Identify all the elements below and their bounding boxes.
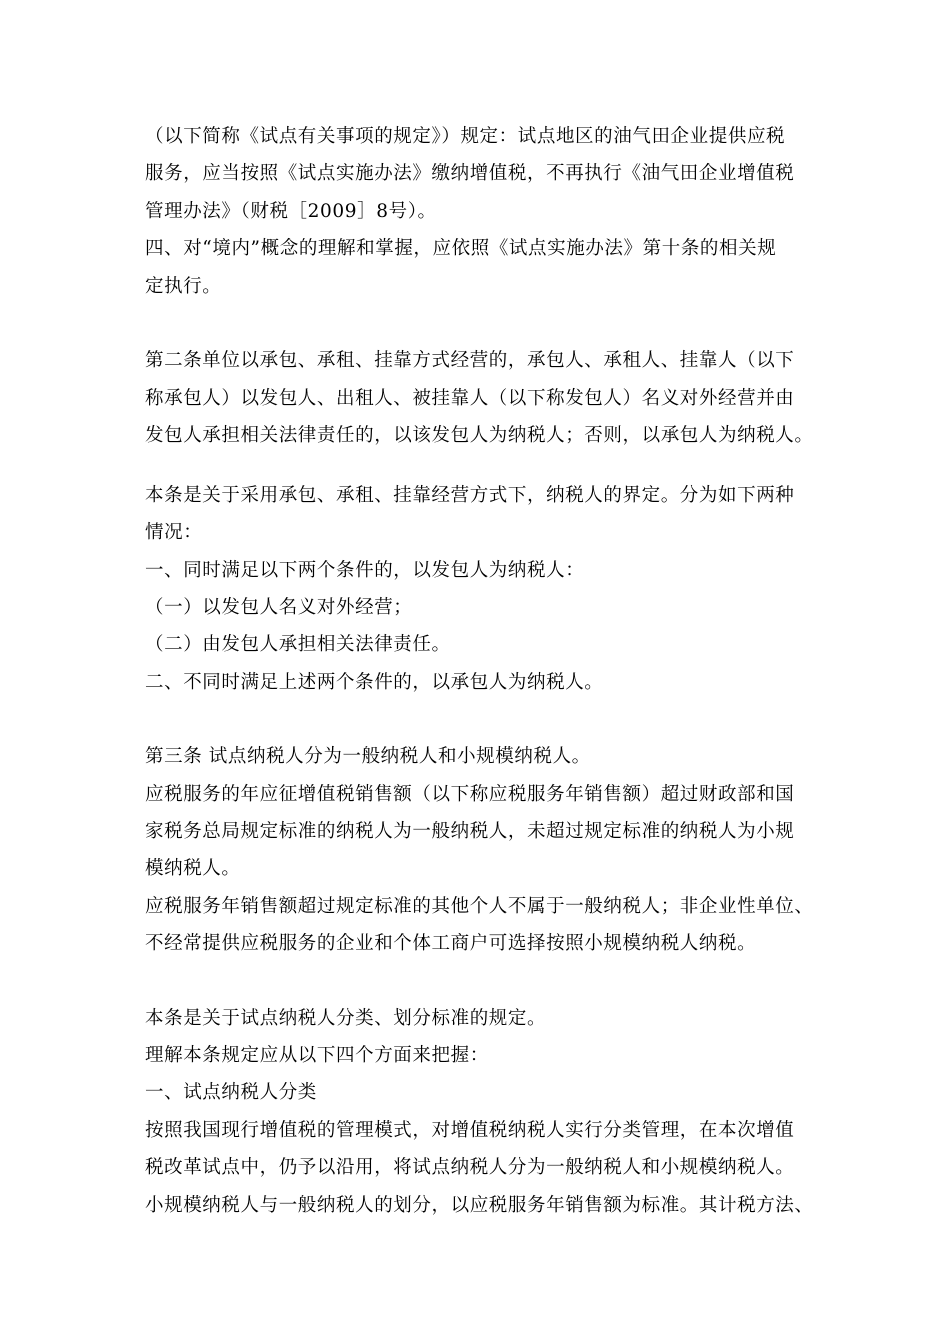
text-line: 情况： [145,522,203,543]
text-line: 理解本条规定应从以下四个方面来把握： [145,1045,489,1066]
text-line: 模纳税人。 [145,858,241,879]
text-line: 第三条 试点纳税人分为一般纳税人和小规模纳税人。 [145,746,591,767]
text-line: 家税务总局规定标准的纳税人为一般纳税人，未超过规定标准的纳税人为小规 [145,821,795,842]
text-line: 不经常提供应税服务的企业和个体工商户可选择按照小规模纳税人纳税。 [145,933,757,954]
text-line: 一、同时满足以下两个条件的，以发包人为纳税人： [145,560,585,581]
text-line: 管理办法》（财税［2009］8号）。 [145,201,437,222]
text-line: 应税服务的年应征增值税销售额（以下称应税服务年销售额）超过财政部和国 [145,784,795,805]
text-line: 本条是关于试点纳税人分类、划分标准的规定。 [145,1008,547,1029]
text-line: （以下简称《试点有关事项的规定》）规定：试点地区的油气田企业提供应税 [145,126,786,147]
text-line: 按照我国现行增值税的管理模式，对增值税纳税人实行分类管理，在本次增值 [145,1120,795,1141]
text-line: 定执行。 [145,276,222,297]
text-line: 一、试点纳税人分类 [145,1082,317,1103]
text-line: 二、不同时满足上述两个条件的，以承包人为纳税人。 [145,672,604,693]
text-line: 称承包人）以发包人、出租人、被挂靠人（以下称发包人）名义对外经营并由 [145,388,795,409]
text-line: 应税服务年销售额超过规定标准的其他个人不属于一般纳税人；非企业性单位、 [145,896,814,917]
text-line: （一）以发包人名义对外经营； [145,597,413,618]
text-line: 小规模纳税人与一般纳税人的划分，以应税服务年销售额为标准。其计税方法、 [145,1195,814,1216]
text-line: 发包人承担相关法律责任的，以该发包人为纳税人；否则，以承包人为纳税人。 [145,425,814,446]
text-line: 税改革试点中，仍予以沿用，将试点纳税人分为一般纳税人和小规模纳税人。 [145,1157,795,1178]
text-line: （二）由发包人承担相关法律责任。 [145,634,451,655]
text-line: 第二条单位以承包、承租、挂靠方式经营的，承包人、承租人、挂靠人（以下 [145,350,795,371]
text-line: 服务，应当按照《试点实施办法》缴纳增值税，不再执行《油气田企业增值税 [145,163,795,184]
text-line: 本条是关于采用承包、承租、挂靠经营方式下，纳税人的界定。分为如下两种 [145,485,795,506]
text-line: 四、对“境内”概念的理解和掌握，应依照《试点实施办法》第十条的相关规 [145,238,777,259]
